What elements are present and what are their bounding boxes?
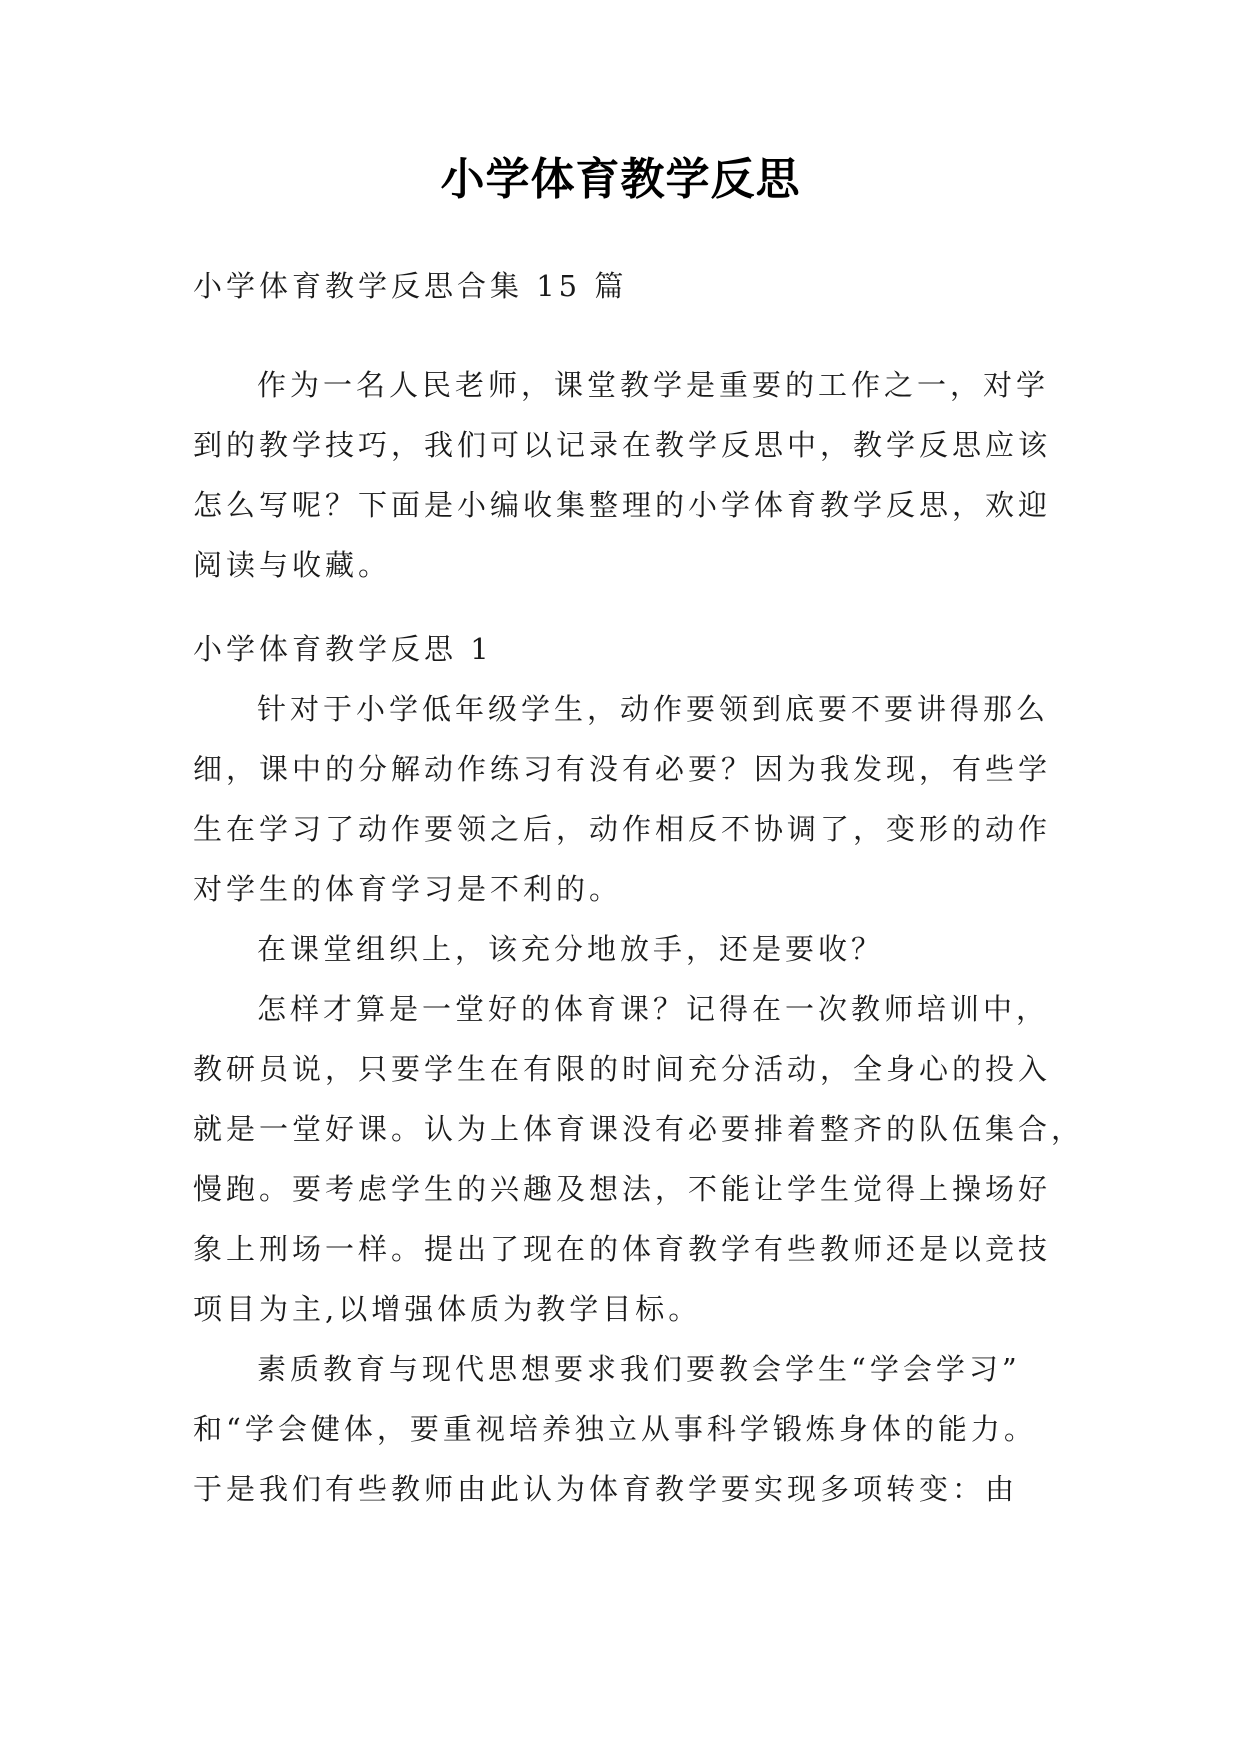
body-line: 慢跑。要考虑学生的兴趣及想法，不能让学生觉得上操场好	[193, 1172, 1052, 1206]
body-line: 素质教育与现代思想要求我们要教会学生“学会学习”	[257, 1352, 1021, 1386]
body-line: 针对于小学低年级学生，动作要领到底要不要讲得那么	[257, 692, 1050, 726]
body-line: 生在学习了动作要领之后，动作相反不协调了，变形的动作	[193, 812, 1052, 846]
document-subtitle: 小学体育教学反思合集 15 篇	[193, 269, 628, 303]
body-line: 细，课中的分解动作练习有没有必要？因为我发现，有些学	[193, 752, 1052, 786]
body-line: 在课堂组织上，该充分地放手，还是要收？	[257, 932, 885, 966]
body-line: 教研员说，只要学生在有限的时间充分活动，全身心的投入	[193, 1052, 1052, 1086]
body-line: 象上刑场一样。提出了现在的体育教学有些教师还是以竞技	[193, 1232, 1052, 1266]
body-line: 就是一堂好课。认为上体育课没有必要排着整齐的队伍集合，	[193, 1112, 1085, 1146]
body-line: 怎样才算是一堂好的体育课？记得在一次教师培训中，	[257, 992, 1050, 1026]
section-1	[193, 619, 1085, 1519]
body-line: 项目为主,以增强体质为教学目标。	[193, 1292, 702, 1326]
body-line: 和“学会健体，要重视培养独立从事科学锻炼身体的能力。	[193, 1412, 1037, 1446]
section-heading: 小学体育教学反思 1	[193, 632, 493, 666]
intro-line: 作为一名人民老师，课堂教学是重要的工作之一，对学	[257, 368, 1050, 402]
page-title: 小学体育教学反思	[440, 154, 801, 205]
subtitle-block	[193, 256, 1063, 316]
body-line: 于是我们有些教师由此认为体育教学要实现多项转变：由	[193, 1472, 1019, 1506]
intro-line: 阅读与收藏。	[193, 548, 392, 582]
body-line: 对学生的体育学习是不利的。	[193, 872, 623, 906]
intro-line: 怎么写呢？下面是小编收集整理的小学体育教学反思，欢迎	[193, 488, 1052, 522]
intro-line: 到的教学技巧，我们可以记录在教学反思中，教学反思应该	[193, 428, 1052, 462]
intro-paragraph	[193, 355, 1063, 595]
